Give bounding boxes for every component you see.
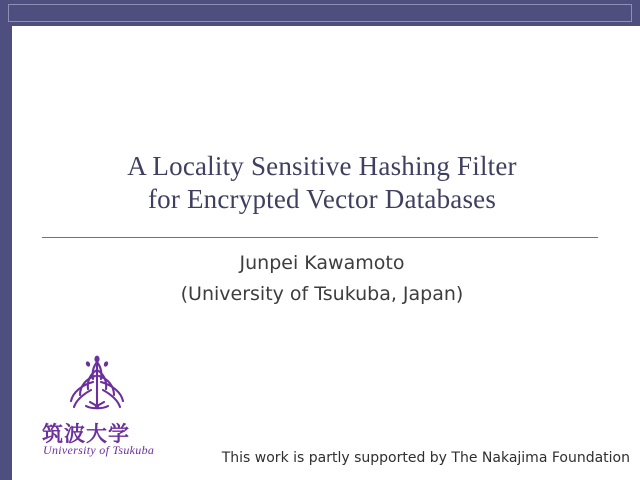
title-divider — [42, 237, 598, 238]
slide-title — [36, 150, 608, 216]
tsukuba-university-crest-icon — [62, 350, 132, 416]
author-name: Junpei Kawamoto — [239, 252, 405, 274]
left-accent-bar — [0, 26, 12, 480]
top-decorative-band — [0, 0, 640, 26]
logo-japanese-name: 筑波大学 — [42, 422, 130, 446]
top-band-inner-outline — [8, 4, 632, 22]
logo-english-name: University of Tsukuba — [43, 443, 155, 457]
university-logo — [40, 350, 180, 460]
title-line-1: A Locality Sensitive Hashing Filter — [127, 151, 517, 181]
author-block — [36, 248, 608, 310]
author-affiliation: (University of Tsukuba, Japan) — [180, 283, 464, 305]
title-line-2: for Encrypted Vector Databases — [147, 184, 497, 214]
funding-acknowledgement: This work is partly supported by The Nakajima Foundation — [221, 450, 630, 466]
